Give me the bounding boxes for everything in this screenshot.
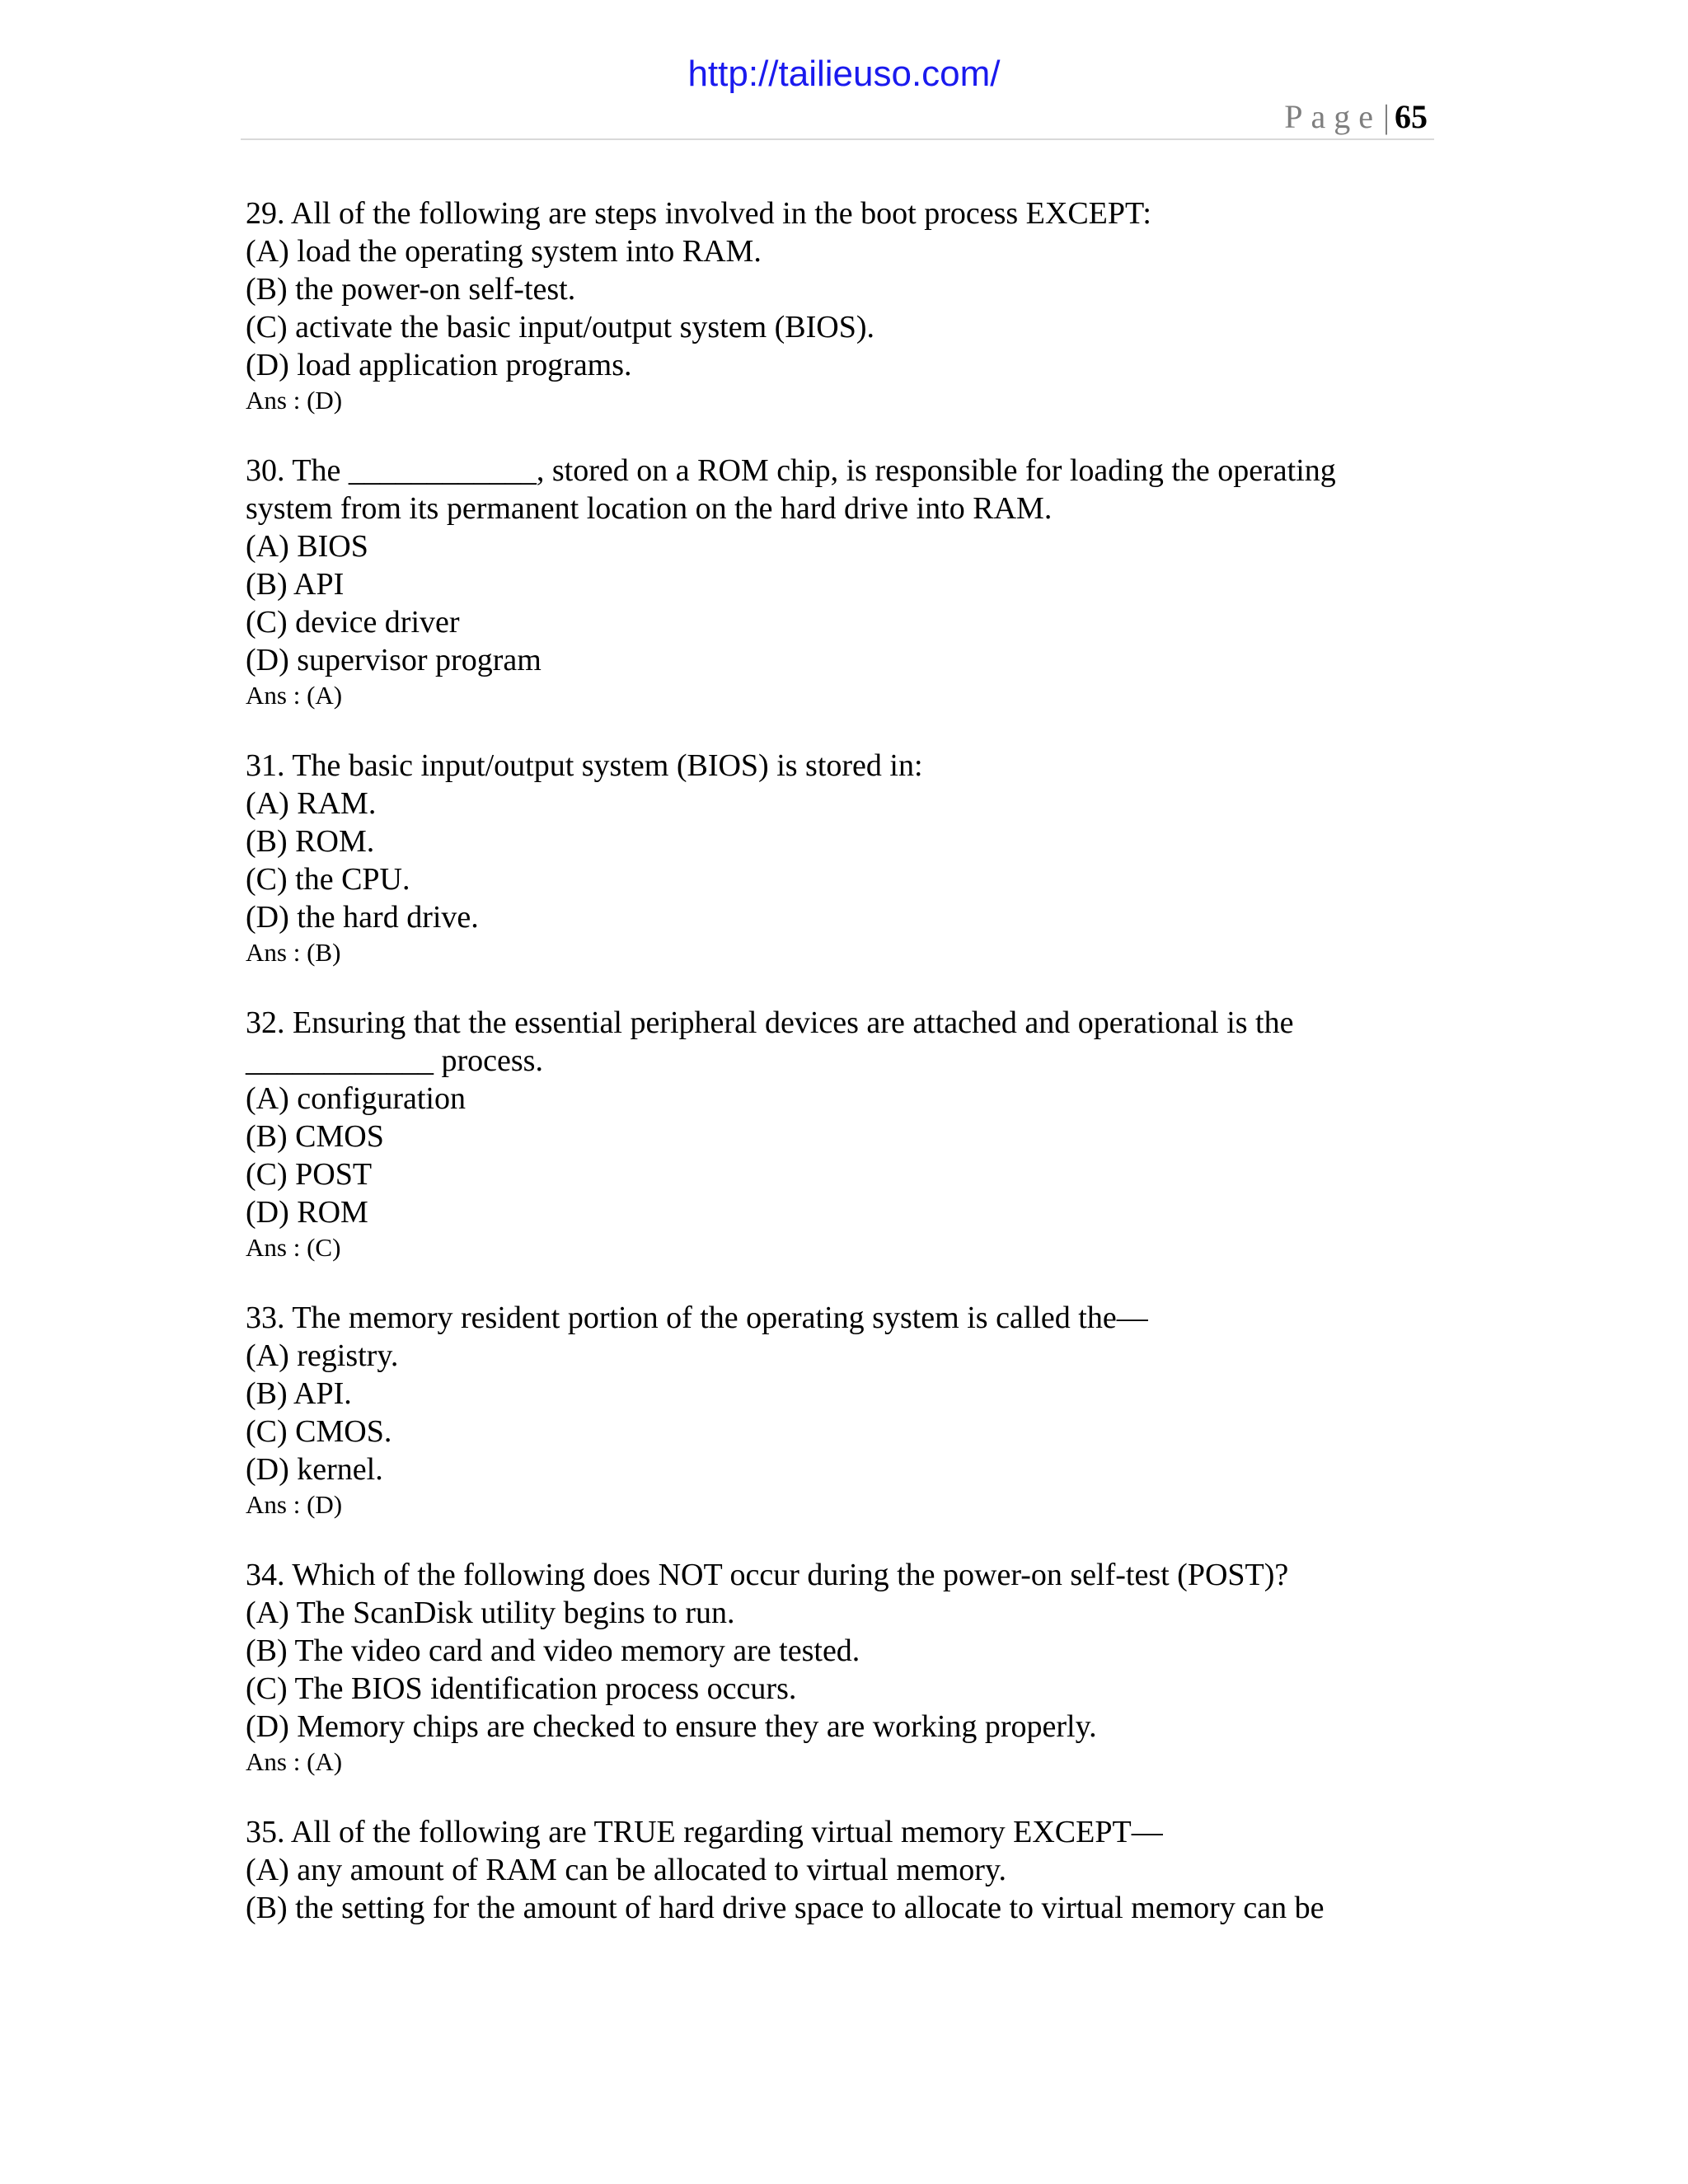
- answer-option: (D) ROM: [246, 1195, 368, 1230]
- answer-key: Ans : (A): [246, 1747, 343, 1776]
- answer-option: (B) the setting for the amount of hard drive space to allocate to virtual memory can be: [246, 1891, 1325, 1925]
- question-block: [246, 452, 1432, 712]
- answer-option: (C) the CPU.: [246, 862, 410, 897]
- header-site-link[interactable]: http://tailieuso.com/: [687, 54, 1001, 94]
- question-text: 32. Ensuring that the essential peripheral devices are attached and operational is the: [246, 1005, 1294, 1040]
- question-text: 29. All of the following are steps involved in the boot process EXCEPT:: [246, 196, 1151, 231]
- answer-key: Ans : (C): [246, 1233, 341, 1262]
- question-text: 35. All of the following are TRUE regarding virtual memory EXCEPT—: [246, 1815, 1163, 1849]
- question-text: 31. The basic input/output system (BIOS) is stored in:: [246, 748, 923, 783]
- question-text: 34. Which of the following does NOT occur during the power-on self-test (POST)?: [246, 1558, 1289, 1592]
- answer-option: (A) load the operating system into RAM.: [246, 234, 762, 269]
- question-block: [246, 194, 1432, 417]
- question-text: 30. The ____________, stored on a ROM chip, is responsible for loading the operating: [246, 453, 1336, 488]
- answer-option: (B) The video card and video memory are tested.: [246, 1633, 860, 1668]
- question-block: [246, 1813, 1432, 1927]
- answer-key: Ans : (D): [246, 1490, 343, 1519]
- answer-option: (C) device driver: [246, 605, 460, 640]
- answer-option: (B) API.: [246, 1376, 352, 1411]
- page-word: Page: [1284, 98, 1381, 135]
- answer-option: (D) supervisor program: [246, 643, 542, 677]
- question-list: [246, 194, 1432, 1961]
- answer-option: (A) any amount of RAM can be allocated to virtual memory.: [246, 1853, 1006, 1887]
- answer-key: Ans : (A): [246, 681, 343, 710]
- question-text: system from its permanent location on the hard drive into RAM.: [246, 491, 1053, 526]
- answer-option: (B) the power-on self-test.: [246, 272, 576, 307]
- page-number-label: [1284, 97, 1428, 137]
- answer-option: (B) ROM.: [246, 824, 375, 859]
- page-number: 65: [1395, 98, 1428, 135]
- answer-option: (C) CMOS.: [246, 1414, 392, 1449]
- answer-option: (D) Memory chips are checked to ensure they are working properly.: [246, 1709, 1097, 1744]
- question-block: [246, 1556, 1432, 1779]
- answer-option: (D) kernel.: [246, 1452, 383, 1487]
- answer-option: (B) API: [246, 567, 345, 602]
- page-separator: |: [1382, 98, 1390, 135]
- header-divider: [241, 138, 1434, 140]
- answer-option: (B) CMOS: [246, 1119, 384, 1154]
- answer-option: (A) The ScanDisk utility begins to run.: [246, 1596, 735, 1630]
- question-block: [246, 747, 1432, 969]
- answer-option: (A) registry.: [246, 1338, 399, 1373]
- answer-key: Ans : (D): [246, 386, 343, 415]
- answer-option: (C) activate the basic input/output system (BIOS).: [246, 310, 875, 344]
- answer-option: (D) the hard drive.: [246, 900, 479, 935]
- answer-option: (A) BIOS: [246, 529, 368, 564]
- question-text: 33. The memory resident portion of the operating system is called the—: [246, 1301, 1148, 1335]
- question-text: ____________ process.: [246, 1043, 543, 1078]
- question-block: [246, 1004, 1432, 1264]
- question-block: [246, 1299, 1432, 1521]
- answer-option: (D) load application programs.: [246, 348, 632, 382]
- answer-option: (A) RAM.: [246, 786, 377, 821]
- answer-option: (A) configuration: [246, 1081, 466, 1116]
- answer-option: (C) POST: [246, 1157, 373, 1192]
- answer-key: Ans : (B): [246, 938, 341, 967]
- answer-option: (C) The BIOS identification process occurs.: [246, 1671, 797, 1706]
